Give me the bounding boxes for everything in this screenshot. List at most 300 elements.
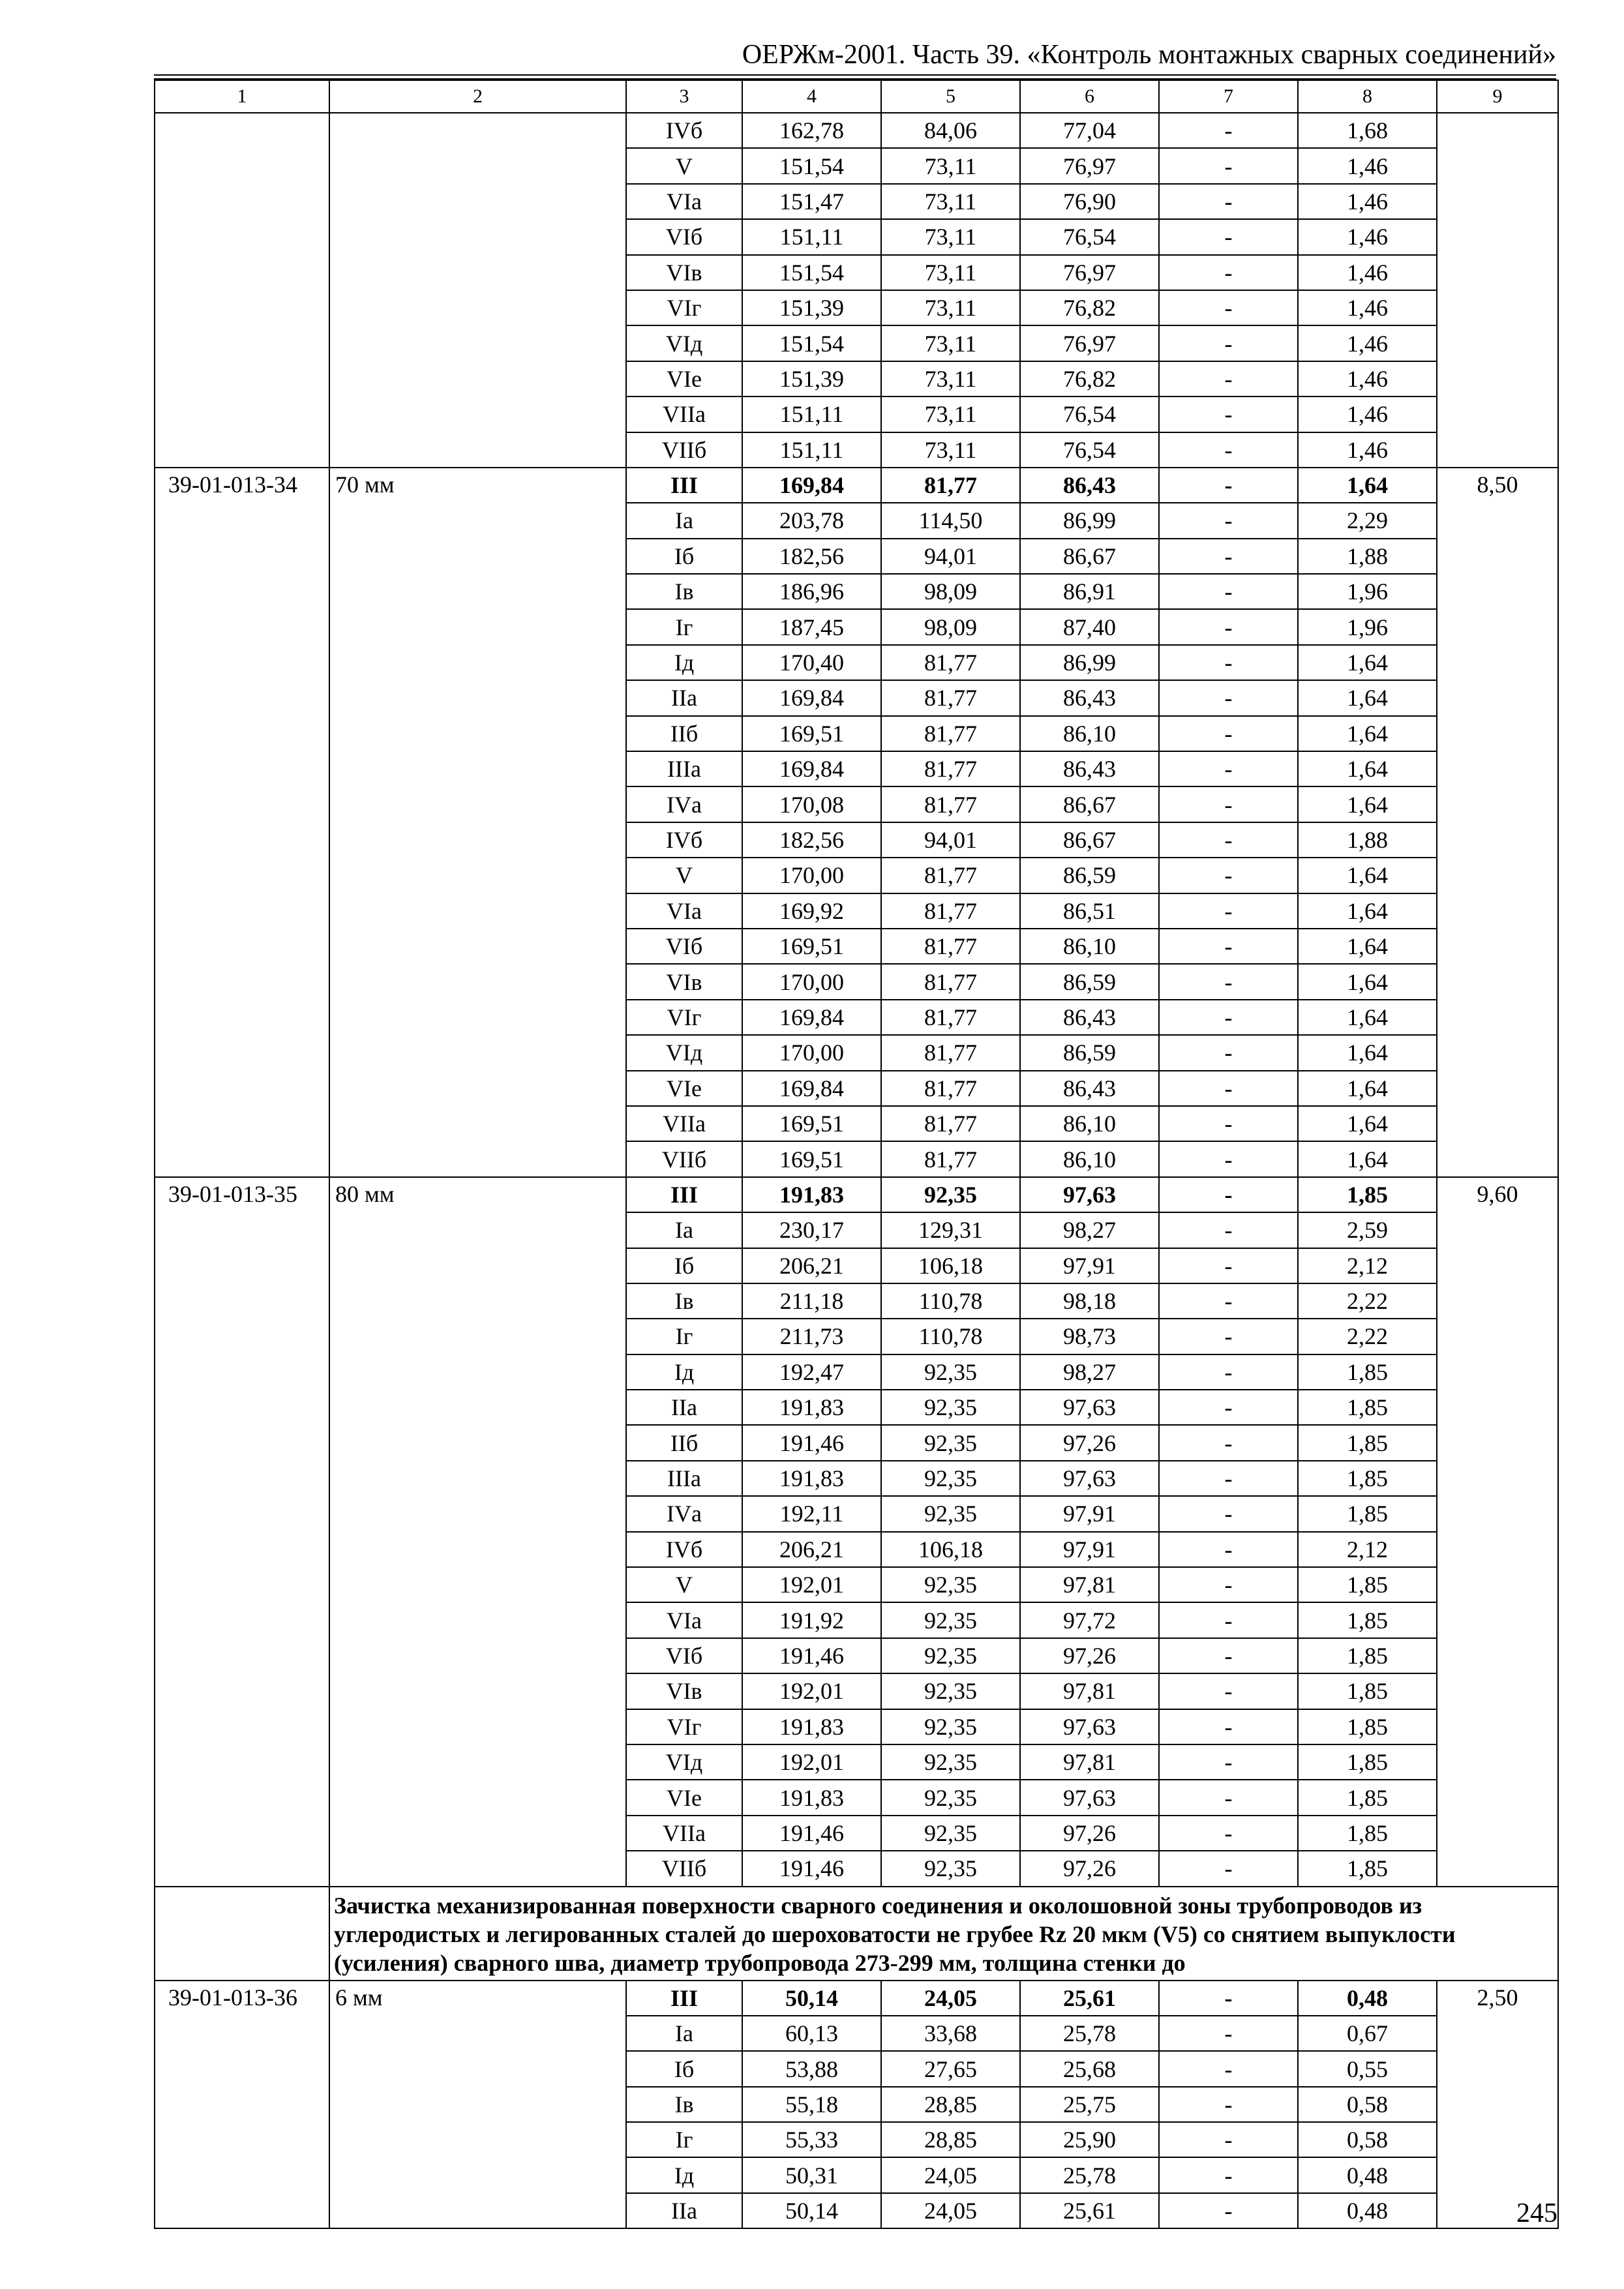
labor-wages: 81,77	[881, 964, 1020, 999]
direct-cost: 151,54	[742, 148, 881, 183]
machine-operation: 76,82	[1020, 290, 1159, 325]
machine-operation: 86,67	[1020, 822, 1159, 858]
labor-hours: 2,59	[1298, 1212, 1437, 1248]
labor-hours: 1,64	[1298, 929, 1437, 964]
labor-wages: 92,35	[881, 1354, 1020, 1390]
coefficient-group: VIб	[626, 929, 742, 964]
rate-total: 9,60	[1437, 1177, 1558, 1887]
labor-hours: 1,46	[1298, 148, 1437, 183]
machine-operation: 98,18	[1020, 1283, 1159, 1319]
machine-operation: 86,43	[1020, 468, 1159, 503]
labor-wages: 92,35	[881, 1816, 1020, 1851]
driver-wages: -	[1159, 574, 1298, 609]
machine-operation: 86,43	[1020, 751, 1159, 786]
direct-cost: 50,14	[742, 2193, 881, 2228]
driver-wages: -	[1159, 1744, 1298, 1780]
direct-cost: 206,21	[742, 1248, 881, 1283]
labor-hours: 1,96	[1298, 574, 1437, 609]
labor-wages: 114,50	[881, 503, 1020, 538]
coefficient-group: VIIа	[626, 1106, 742, 1141]
machine-operation: 97,63	[1020, 1461, 1159, 1496]
machine-operation: 76,82	[1020, 361, 1159, 396]
coefficient-group: VIг	[626, 290, 742, 325]
column-number: 5	[881, 80, 1020, 113]
machine-operation: 86,10	[1020, 1106, 1159, 1141]
table-row	[155, 468, 1558, 503]
machine-operation: 25,61	[1020, 2193, 1159, 2228]
rate-code	[155, 113, 329, 468]
coefficient-group: Iд	[626, 645, 742, 680]
machine-operation: 97,26	[1020, 1816, 1159, 1851]
labor-hours: 1,64	[1298, 1141, 1437, 1176]
direct-cost: 182,56	[742, 822, 881, 858]
labor-wages: 28,85	[881, 2087, 1020, 2122]
labor-hours: 0,58	[1298, 2122, 1437, 2157]
direct-cost: 151,11	[742, 396, 881, 432]
labor-wages: 92,35	[881, 1425, 1020, 1460]
coefficient-group: Iа	[626, 2016, 742, 2051]
labor-wages: 81,77	[881, 680, 1020, 715]
driver-wages: -	[1159, 1035, 1298, 1070]
direct-cost: 170,08	[742, 786, 881, 822]
machine-operation: 97,91	[1020, 1496, 1159, 1531]
coefficient-group: III	[626, 468, 742, 503]
machine-operation: 86,10	[1020, 929, 1159, 964]
machine-operation: 25,78	[1020, 2016, 1159, 2051]
driver-wages: -	[1159, 1177, 1298, 1212]
section-heading-row	[155, 1887, 1558, 1981]
labor-hours: 1,64	[1298, 1000, 1437, 1035]
machine-operation: 97,63	[1020, 1780, 1159, 1815]
labor-hours: 1,64	[1298, 964, 1437, 999]
labor-hours: 0,55	[1298, 2051, 1437, 2086]
coefficient-group: Iб	[626, 2051, 742, 2086]
driver-wages: -	[1159, 1390, 1298, 1425]
column-number: 1	[155, 80, 329, 113]
driver-wages: -	[1159, 822, 1298, 858]
labor-wages: 110,78	[881, 1319, 1020, 1354]
driver-wages: -	[1159, 113, 1298, 148]
direct-cost: 169,51	[742, 716, 881, 751]
labor-wages: 73,11	[881, 184, 1020, 219]
coefficient-group: IVб	[626, 822, 742, 858]
column-number-row	[155, 80, 1558, 113]
coefficient-group: IIIа	[626, 751, 742, 786]
machine-operation: 98,73	[1020, 1319, 1159, 1354]
labor-wages: 92,35	[881, 1673, 1020, 1709]
labor-hours: 1,46	[1298, 396, 1437, 432]
direct-cost: 151,54	[742, 325, 881, 361]
machine-operation: 25,68	[1020, 2051, 1159, 2086]
direct-cost: 192,01	[742, 1673, 881, 1709]
direct-cost: 203,78	[742, 503, 881, 538]
driver-wages: -	[1159, 539, 1298, 574]
labor-hours: 1,85	[1298, 1390, 1437, 1425]
labor-hours: 1,64	[1298, 645, 1437, 680]
direct-cost: 151,54	[742, 255, 881, 290]
coefficient-group: VIIб	[626, 1141, 742, 1176]
driver-wages: -	[1159, 432, 1298, 468]
coefficient-group: IIа	[626, 1390, 742, 1425]
rate-parameter	[329, 113, 626, 468]
machine-operation: 97,91	[1020, 1248, 1159, 1283]
labor-wages: 84,06	[881, 113, 1020, 148]
direct-cost: 186,96	[742, 574, 881, 609]
direct-cost: 170,00	[742, 964, 881, 999]
labor-hours: 1,64	[1298, 1035, 1437, 1070]
machine-operation: 86,59	[1020, 858, 1159, 893]
machine-operation: 76,54	[1020, 396, 1159, 432]
driver-wages: -	[1159, 716, 1298, 751]
direct-cost: 187,45	[742, 609, 881, 644]
machine-operation: 76,54	[1020, 432, 1159, 468]
labor-wages: 81,77	[881, 716, 1020, 751]
labor-hours: 1,85	[1298, 1780, 1437, 1815]
coefficient-group: VIIа	[626, 396, 742, 432]
machine-operation: 98,27	[1020, 1354, 1159, 1390]
direct-cost: 169,51	[742, 929, 881, 964]
header-rule	[154, 74, 1556, 80]
machine-operation: 76,54	[1020, 219, 1159, 254]
driver-wages: -	[1159, 255, 1298, 290]
coefficient-group: IIб	[626, 1425, 742, 1460]
labor-hours: 0,58	[1298, 2087, 1437, 2122]
driver-wages: -	[1159, 184, 1298, 219]
direct-cost: 55,18	[742, 2087, 881, 2122]
rate-total: 8,50	[1437, 468, 1558, 1177]
table-row	[155, 1981, 1558, 2016]
driver-wages: -	[1159, 468, 1298, 503]
labor-wages: 73,11	[881, 255, 1020, 290]
direct-cost: 191,46	[742, 1851, 881, 1886]
coefficient-group: IIа	[626, 2193, 742, 2228]
coefficient-group: VIа	[626, 893, 742, 929]
direct-cost: 151,11	[742, 219, 881, 254]
labor-hours: 1,46	[1298, 361, 1437, 396]
coefficient-group: VIа	[626, 184, 742, 219]
coefficient-group: IVб	[626, 113, 742, 148]
rate-code: 39-01-013-34	[155, 468, 329, 1177]
driver-wages: -	[1159, 964, 1298, 999]
labor-wages: 81,77	[881, 893, 1020, 929]
direct-cost: 192,01	[742, 1744, 881, 1780]
machine-operation: 25,90	[1020, 2122, 1159, 2157]
machine-operation: 86,43	[1020, 680, 1159, 715]
labor-hours: 1,64	[1298, 1071, 1437, 1106]
direct-cost: 206,21	[742, 1532, 881, 1567]
direct-cost: 170,00	[742, 858, 881, 893]
labor-wages: 81,77	[881, 1035, 1020, 1070]
labor-hours: 1,46	[1298, 255, 1437, 290]
labor-hours: 1,46	[1298, 219, 1437, 254]
direct-cost: 230,17	[742, 1212, 881, 1248]
driver-wages: -	[1159, 1461, 1298, 1496]
machine-operation: 97,81	[1020, 1567, 1159, 1602]
coefficient-group: VIд	[626, 325, 742, 361]
labor-wages: 98,09	[881, 574, 1020, 609]
labor-wages: 27,65	[881, 2051, 1020, 2086]
direct-cost: 169,84	[742, 468, 881, 503]
labor-hours: 1,64	[1298, 716, 1437, 751]
direct-cost: 170,00	[742, 1035, 881, 1070]
labor-hours: 1,68	[1298, 113, 1437, 148]
direct-cost: 191,83	[742, 1390, 881, 1425]
section-heading: Зачистка механизированная поверхности сварного соединения и околошовной зоны трубопроводов из углеродистых и легированных сталей до шероховатости не грубее Rz 20 мкм (V5) со снятием выпуклости (усиления) сварного шва, диаметр трубопровода 273-299 мм, толщина стенки до	[329, 1887, 1558, 1981]
driver-wages: -	[1159, 1602, 1298, 1638]
driver-wages: -	[1159, 1283, 1298, 1319]
labor-hours: 1,85	[1298, 1851, 1437, 1886]
coefficient-group: IVа	[626, 1496, 742, 1531]
labor-wages: 81,77	[881, 1106, 1020, 1141]
labor-wages: 73,11	[881, 325, 1020, 361]
labor-wages: 73,11	[881, 148, 1020, 183]
machine-operation: 86,67	[1020, 786, 1159, 822]
labor-wages: 28,85	[881, 2122, 1020, 2157]
labor-wages: 24,05	[881, 2193, 1020, 2228]
labor-hours: 0,48	[1298, 2193, 1437, 2228]
machine-operation: 86,91	[1020, 574, 1159, 609]
machine-operation: 76,97	[1020, 325, 1159, 361]
labor-wages: 73,11	[881, 396, 1020, 432]
machine-operation: 25,78	[1020, 2157, 1159, 2192]
labor-wages: 129,31	[881, 1212, 1020, 1248]
labor-wages: 94,01	[881, 822, 1020, 858]
direct-cost: 169,84	[742, 751, 881, 786]
labor-hours: 1,64	[1298, 1106, 1437, 1141]
direct-cost: 182,56	[742, 539, 881, 574]
driver-wages: -	[1159, 1780, 1298, 1815]
rate-parameter: 70 мм	[329, 468, 626, 1177]
labor-wages: 92,35	[881, 1744, 1020, 1780]
driver-wages: -	[1159, 786, 1298, 822]
machine-operation: 97,26	[1020, 1425, 1159, 1460]
driver-wages: -	[1159, 1106, 1298, 1141]
labor-hours: 1,64	[1298, 680, 1437, 715]
direct-cost: 60,13	[742, 2016, 881, 2051]
column-number: 6	[1020, 80, 1159, 113]
coefficient-group: III	[626, 1177, 742, 1212]
driver-wages: -	[1159, 1212, 1298, 1248]
labor-wages: 92,35	[881, 1638, 1020, 1673]
machine-operation: 97,91	[1020, 1532, 1159, 1567]
labor-hours: 1,85	[1298, 1709, 1437, 1744]
driver-wages: -	[1159, 219, 1298, 254]
labor-wages: 92,35	[881, 1602, 1020, 1638]
direct-cost: 169,84	[742, 1071, 881, 1106]
direct-cost: 169,84	[742, 680, 881, 715]
direct-cost: 55,33	[742, 2122, 881, 2157]
driver-wages: -	[1159, 2051, 1298, 2086]
coefficient-group: IIIа	[626, 1461, 742, 1496]
labor-wages: 92,35	[881, 1390, 1020, 1425]
column-number: 8	[1298, 80, 1437, 113]
labor-hours: 1,64	[1298, 751, 1437, 786]
labor-wages: 110,78	[881, 1283, 1020, 1319]
direct-cost: 192,01	[742, 1567, 881, 1602]
coefficient-group: VIб	[626, 1638, 742, 1673]
driver-wages: -	[1159, 609, 1298, 644]
table-row	[155, 1177, 1558, 1212]
coefficient-group: Iв	[626, 574, 742, 609]
labor-hours: 1,85	[1298, 1744, 1437, 1780]
labor-hours: 0,48	[1298, 2157, 1437, 2192]
direct-cost: 53,88	[742, 2051, 881, 2086]
machine-operation: 98,27	[1020, 1212, 1159, 1248]
machine-operation: 87,40	[1020, 609, 1159, 644]
coefficient-group: IIб	[626, 716, 742, 751]
coefficient-group: Iд	[626, 2157, 742, 2192]
labor-hours: 1,85	[1298, 1177, 1437, 1212]
driver-wages: -	[1159, 1248, 1298, 1283]
table-row	[155, 113, 1558, 148]
direct-cost: 211,73	[742, 1319, 881, 1354]
labor-hours: 2,29	[1298, 503, 1437, 538]
direct-cost: 191,46	[742, 1638, 881, 1673]
machine-operation: 86,99	[1020, 645, 1159, 680]
labor-wages: 81,77	[881, 929, 1020, 964]
coefficient-group: VIб	[626, 219, 742, 254]
direct-cost: 151,47	[742, 184, 881, 219]
coefficient-group: V	[626, 1567, 742, 1602]
rates-table	[154, 80, 1559, 2229]
rate-parameter: 6 мм	[329, 1981, 626, 2229]
machine-operation: 97,26	[1020, 1638, 1159, 1673]
driver-wages: -	[1159, 1425, 1298, 1460]
coefficient-group: VIг	[626, 1000, 742, 1035]
labor-wages: 81,77	[881, 858, 1020, 893]
coefficient-group: IIа	[626, 680, 742, 715]
direct-cost: 191,83	[742, 1780, 881, 1815]
driver-wages: -	[1159, 893, 1298, 929]
coefficient-group: VIе	[626, 361, 742, 396]
coefficient-group: IVа	[626, 786, 742, 822]
coefficient-group: IVб	[626, 1532, 742, 1567]
coefficient-group: VIе	[626, 1071, 742, 1106]
labor-wages: 81,77	[881, 645, 1020, 680]
machine-operation: 97,26	[1020, 1851, 1159, 1886]
coefficient-group: VIв	[626, 1673, 742, 1709]
driver-wages: -	[1159, 503, 1298, 538]
direct-cost: 50,31	[742, 2157, 881, 2192]
coefficient-group: Iб	[626, 1248, 742, 1283]
direct-cost: 192,47	[742, 1354, 881, 1390]
labor-hours: 1,85	[1298, 1354, 1437, 1390]
labor-wages: 92,35	[881, 1496, 1020, 1531]
coefficient-group: VIв	[626, 964, 742, 999]
column-number: 9	[1437, 80, 1558, 113]
coefficient-group: Iг	[626, 1319, 742, 1354]
rate-total	[1437, 113, 1558, 468]
labor-hours: 1,64	[1298, 858, 1437, 893]
machine-operation: 77,04	[1020, 113, 1159, 148]
labor-hours: 1,85	[1298, 1425, 1437, 1460]
driver-wages: -	[1159, 1981, 1298, 2016]
rate-parameter: 80 мм	[329, 1177, 626, 1887]
driver-wages: -	[1159, 1319, 1298, 1354]
labor-wages: 92,35	[881, 1709, 1020, 1744]
labor-hours: 1,85	[1298, 1496, 1437, 1531]
labor-wages: 24,05	[881, 2157, 1020, 2192]
coefficient-group: VIг	[626, 1709, 742, 1744]
machine-operation: 86,99	[1020, 503, 1159, 538]
coefficient-group: Iг	[626, 2122, 742, 2157]
labor-hours: 1,46	[1298, 184, 1437, 219]
coefficient-group: VIе	[626, 1780, 742, 1815]
labor-hours: 1,85	[1298, 1602, 1437, 1638]
labor-hours: 1,46	[1298, 290, 1437, 325]
machine-operation: 97,63	[1020, 1390, 1159, 1425]
machine-operation: 25,61	[1020, 1981, 1159, 2016]
machine-operation: 86,10	[1020, 716, 1159, 751]
coefficient-group: V	[626, 858, 742, 893]
coefficient-group: VIа	[626, 1602, 742, 1638]
machine-operation: 86,59	[1020, 1035, 1159, 1070]
driver-wages: -	[1159, 2193, 1298, 2228]
labor-hours: 2,12	[1298, 1532, 1437, 1567]
direct-cost: 191,83	[742, 1177, 881, 1212]
coefficient-group: Iв	[626, 1283, 742, 1319]
labor-wages: 92,35	[881, 1851, 1020, 1886]
direct-cost: 151,39	[742, 290, 881, 325]
direct-cost: 169,84	[742, 1000, 881, 1035]
labor-wages: 92,35	[881, 1177, 1020, 1212]
labor-hours: 1,46	[1298, 432, 1437, 468]
coefficient-group: VIв	[626, 255, 742, 290]
labor-wages: 106,18	[881, 1248, 1020, 1283]
labor-hours: 1,88	[1298, 539, 1437, 574]
labor-hours: 1,64	[1298, 468, 1437, 503]
direct-cost: 191,83	[742, 1461, 881, 1496]
column-number: 3	[626, 80, 742, 113]
labor-hours: 0,67	[1298, 2016, 1437, 2051]
rate-total: 2,50	[1437, 1981, 1558, 2229]
coefficient-group: VIIб	[626, 432, 742, 468]
driver-wages: -	[1159, 2016, 1298, 2051]
running-header: ОЕРЖм-2001. Часть 39. «Контроль монтажных сварных соединений»	[742, 40, 1556, 70]
driver-wages: -	[1159, 680, 1298, 715]
driver-wages: -	[1159, 858, 1298, 893]
machine-operation: 86,43	[1020, 1000, 1159, 1035]
labor-wages: 24,05	[881, 1981, 1020, 2016]
machine-operation: 76,97	[1020, 148, 1159, 183]
driver-wages: -	[1159, 1638, 1298, 1673]
driver-wages: -	[1159, 1354, 1298, 1390]
machine-operation: 97,72	[1020, 1602, 1159, 1638]
driver-wages: -	[1159, 1709, 1298, 1744]
labor-wages: 94,01	[881, 539, 1020, 574]
driver-wages: -	[1159, 396, 1298, 432]
labor-wages: 92,35	[881, 1461, 1020, 1496]
labor-wages: 92,35	[881, 1780, 1020, 1815]
labor-hours: 1,46	[1298, 325, 1437, 361]
machine-operation: 76,97	[1020, 255, 1159, 290]
labor-hours: 1,85	[1298, 1816, 1437, 1851]
machine-operation: 97,63	[1020, 1709, 1159, 1744]
labor-wages: 73,11	[881, 432, 1020, 468]
driver-wages: -	[1159, 148, 1298, 183]
labor-wages: 33,68	[881, 2016, 1020, 2051]
labor-hours: 2,22	[1298, 1319, 1437, 1354]
driver-wages: -	[1159, 361, 1298, 396]
column-number: 4	[742, 80, 881, 113]
labor-hours: 1,64	[1298, 786, 1437, 822]
coefficient-group: VIд	[626, 1035, 742, 1070]
direct-cost: 170,40	[742, 645, 881, 680]
labor-hours: 1,64	[1298, 893, 1437, 929]
labor-wages: 98,09	[881, 609, 1020, 644]
coefficient-group: Iг	[626, 609, 742, 644]
labor-hours: 1,85	[1298, 1638, 1437, 1673]
